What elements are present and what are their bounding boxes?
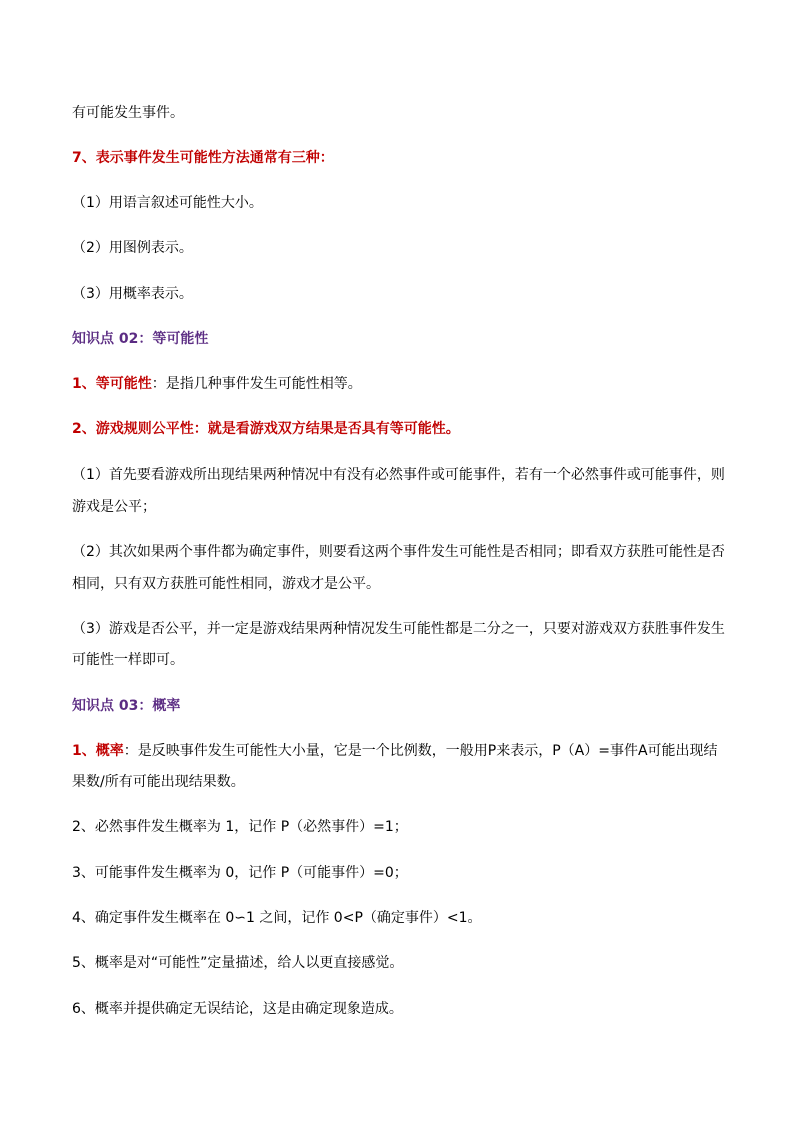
section7-title: 7、表示事件发生可能性方法通常有三种： [72, 150, 334, 166]
section7-item-1: （1）用语言叙述可能性大小。 [72, 195, 263, 211]
section7-item-2: （2）用图例表示。 [72, 240, 193, 256]
fairness-sub1-line2: 游戏是公平； [72, 499, 156, 515]
probability-point-6: 6、概率并提供确定无误结论，这是由确定现象造成。 [72, 1001, 403, 1017]
knowledge02-paragraph-1 [72, 375, 722, 393]
probability-label: 1、概率 [72, 743, 124, 759]
knowledge03-heading: 知识点 03：概率 [72, 698, 181, 714]
section7-item-3: （3）用概率表示。 [72, 286, 193, 302]
knowledge02-heading: 知识点 02：等可能性 [72, 331, 209, 347]
probability-point-3: 3、可能事件发生概率为 0，记作 P（可能事件）=0； [72, 865, 408, 881]
fairness-sub2-line2: 相同，只有双方获胜可能性相同，游戏才是公平。 [72, 576, 380, 592]
probability-definition-line1 [72, 742, 722, 760]
probability-point-4: 4、确定事件发生概率在 0∽1 之间，记作 0<P（确定事件）<1。 [72, 910, 482, 926]
fairness-sub2-line1: （2）其次如果两个事件都为确定事件，则要看这两个事件发生可能性是否相同；即看双方获胜可能性是否 [72, 544, 725, 560]
probability-definition-text: ：是反映事件发生可能性大小量，它是一个比例数，一般用P来表示，P（A）=事件A可能出现结 [123, 743, 718, 759]
fairness-sub1-line1: （1）首先要看游戏所出现结果两种情况中有没有必然事件或可能事件，若有一个必然事件或可能事件，则 [72, 467, 725, 483]
equal-possibility-text: ：是指几种事件发生可能性相等。 [151, 376, 362, 392]
fairness-sub3-line2: 可能性一样即可。 [72, 652, 184, 668]
probability-point-5: 5、概率是对“可能性”定量描述，给人以更直接感觉。 [72, 955, 404, 971]
fairness-sub3-line1: （3）游戏是否公平，并一定是游戏结果两种情况发生可能性都是二分之一，只要对游戏双方获胜事件发生 [72, 621, 725, 637]
equal-possibility-label: 1、等可能性 [72, 376, 152, 392]
probability-definition-line2: 果数/所有可能出现结果数。 [72, 774, 245, 790]
probability-point-2: 2、必然事件发生概率为 1，记作 P（必然事件）=1； [72, 819, 408, 835]
intro-tail-text: 有可能发生事件。 [72, 105, 184, 121]
game-fairness-title: 2、游戏规则公平性：就是看游戏双方结果是否具有等可能性。 [72, 421, 460, 437]
